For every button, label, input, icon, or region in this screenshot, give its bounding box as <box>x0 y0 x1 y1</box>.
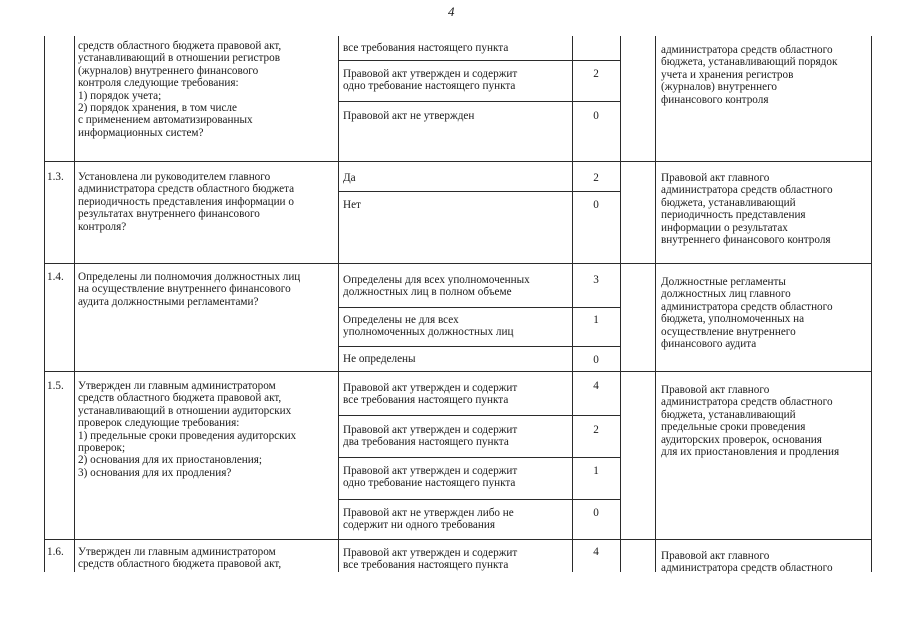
row-divider <box>44 161 871 162</box>
supporting-document: администратора средств областного бюджета, устанавливающий порядок учета и хранения регистров (журналов) внутреннего финансового контроля <box>661 44 838 106</box>
criterion-number: 1.6. <box>47 546 64 558</box>
criterion-number: 1.5. <box>47 380 64 392</box>
option-points: 1 <box>593 314 599 326</box>
table-border-left <box>44 36 45 572</box>
row-divider <box>44 371 871 372</box>
option-points: 4 <box>593 546 599 558</box>
option-divider <box>338 60 620 61</box>
criterion-question: средств областного бюджета правовой акт, устанавливающий в отношении регистров (журналов) внутреннего финансового контроля следующие требования: 1) порядок учета; 2) порядок хранения, в том числе с применением автоматизированных информационных систем? <box>78 40 282 139</box>
answer-option: Определены не для всех уполномоченных должностных лиц <box>343 314 514 339</box>
option-points: 3 <box>593 274 599 286</box>
answer-option: Определены для всех уполномоченных должностных лиц в полном объеме <box>343 274 530 299</box>
option-points: 0 <box>593 354 599 366</box>
option-points: 2 <box>593 424 599 436</box>
option-points: 1 <box>593 465 599 477</box>
option-divider <box>338 346 620 347</box>
answer-option: Да <box>343 172 356 184</box>
option-points: 2 <box>593 68 599 80</box>
col-divider-empty <box>655 36 656 572</box>
row-divider <box>44 263 871 264</box>
supporting-document: Правовой акт главного администратора средств областного бюджета, устанавливающий периодичность представления информации о результатах внутреннего финансового контроля <box>661 172 833 247</box>
option-points: 4 <box>593 380 599 392</box>
page-number: 4 <box>448 4 455 19</box>
supporting-document: Правовой акт главного администратора средств областного бюджета, устанавливающий предельные сроки проведения аудиторских проверок, основания для их приостановления и продления <box>661 384 840 459</box>
option-divider <box>338 307 620 308</box>
criterion-number: 1.4. <box>47 271 64 283</box>
answer-option: Правовой акт не утвержден <box>343 110 475 122</box>
criterion-question: Утвержден ли главным администратором средств областного бюджета правовой акт, устанавливающий в отношении аудиторских проверок следующие требования: 1) предельные сроки проведения аудиторских проверок; 2) основания для их приостановления; 3) основания для их продления? <box>78 380 297 479</box>
option-points: 0 <box>593 507 599 519</box>
option-divider <box>338 457 620 458</box>
table-border-right <box>871 36 872 572</box>
option-divider <box>338 499 620 500</box>
answer-option: Не определены <box>343 353 416 365</box>
criterion-question: Установлена ли руководителем главного администратора средств областного бюджета периодичность представления информации о результатах внутреннего финансового контроля? <box>78 171 295 233</box>
col-divider-option <box>572 36 573 572</box>
answer-option: Правовой акт утвержден и содержит все требования настоящего пункта <box>343 547 518 572</box>
answer-option: Правовой акт не утвержден либо не содержит ни одного требования <box>343 507 514 532</box>
option-points: 0 <box>593 199 599 211</box>
answer-option: Правовой акт утвержден и содержит два требования настоящего пункта <box>343 424 518 449</box>
answer-option: Правовой акт утвержден и содержит все требования настоящего пункта <box>343 382 518 407</box>
supporting-document: Должностные регламенты должностных лиц главного администратора средств областного бюджета, уполномоченных на осуществление внутреннего финансового аудита <box>661 276 833 351</box>
option-divider <box>338 191 620 192</box>
col-divider-question <box>338 36 339 572</box>
criterion-number: 1.3. <box>47 171 64 183</box>
supporting-document: Правовой акт главного администратора средств областного <box>661 550 833 575</box>
option-divider <box>338 101 620 102</box>
criterion-question: Утвержден ли главным администратором средств областного бюджета правовой акт, <box>78 546 282 571</box>
col-divider-points <box>620 36 621 572</box>
row-divider <box>44 539 871 540</box>
option-points: 0 <box>593 110 599 122</box>
answer-option: Правовой акт утвержден и содержит одно требование настоящего пункта <box>343 68 518 93</box>
option-points: 2 <box>593 172 599 184</box>
answer-option: Правовой акт утвержден и содержит одно требование настоящего пункта <box>343 465 518 490</box>
answer-option: все требования настоящего пункта <box>343 42 509 54</box>
option-divider <box>338 415 620 416</box>
col-divider-num <box>74 36 75 572</box>
criterion-question: Определены ли полномочия должностных лиц на осуществление внутреннего финансового аудита должностными регламентами? <box>78 271 301 308</box>
answer-option: Нет <box>343 199 361 211</box>
